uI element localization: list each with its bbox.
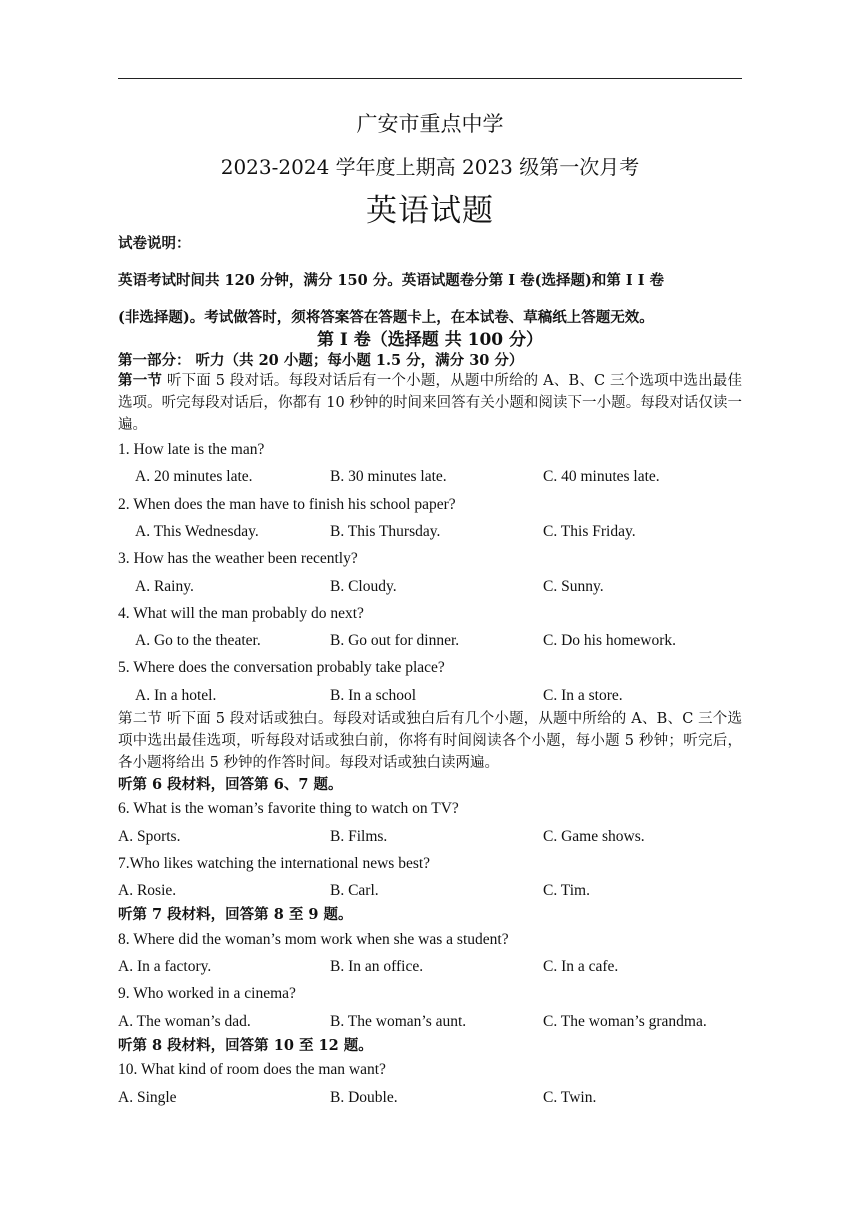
option-c: C. Sunny. — [543, 578, 604, 595]
option-a: A. Rosie. — [118, 882, 177, 899]
instructions-line-2: (非选择题)。考试做答时，须将答案答在答题卡上，在本试卷、草稿纸上答题无效。 — [118, 309, 654, 326]
options-8 — [0, 958, 860, 978]
option-a: A. 20 minutes late. — [135, 468, 253, 485]
instructions-line-1: 英语考试时间共 120 分钟，满分 150 分。英语试题卷分第 I 卷(选择题)和第 I I 卷 — [118, 272, 665, 289]
school-name: 广安市重点中学 — [356, 112, 504, 136]
options-3 — [0, 578, 860, 598]
options-9 — [0, 1013, 860, 1033]
option-b: B. Carl. — [330, 882, 379, 899]
option-c: C. 40 minutes late. — [543, 468, 660, 485]
option-a: A. Single — [118, 1089, 177, 1106]
options-5 — [0, 687, 860, 707]
option-c: C. The woman’s grandma. — [543, 1013, 707, 1030]
options-10 — [0, 1089, 860, 1109]
option-b: B. Double. — [330, 1089, 398, 1106]
question-7: 7.Who likes watching the international news best? — [118, 855, 431, 872]
option-b: B. Cloudy. — [330, 578, 397, 595]
option-a: A. Go to the theater. — [135, 632, 261, 649]
part-1-title: 第一部分： 听力（共 20 小题；每小题 1.5 分，满分 30 分） — [118, 352, 524, 369]
question-10: 10. What kind of room does the man want? — [118, 1061, 386, 1078]
material-7-heading: 听第 7 段材料，回答第 8 至 9 题。 — [118, 906, 353, 923]
option-a: A. In a factory. — [118, 958, 212, 975]
section-1-instructions — [118, 370, 742, 436]
option-a: A. The woman’s dad. — [118, 1013, 251, 1030]
option-c: C. In a cafe. — [543, 958, 619, 975]
volume-1-title: 第 I 卷（选择题 共 100 分） — [316, 330, 544, 350]
subject-title: 英语试题 — [366, 193, 494, 229]
section-1-text: 听下面 5 段对话。每段对话后有一个小题，从题中所给的 A、B、C 三个选项中选出最佳选项。听完每段对话后，你都有 10 秒钟的时间来回答有关小题和阅读下一小题。每段对话仅读一遍。 — [118, 373, 743, 433]
option-c: C. This Friday. — [543, 523, 636, 540]
option-c: C. Tim. — [543, 882, 590, 899]
header-rule — [118, 78, 742, 79]
option-a: A. Rainy. — [135, 578, 194, 595]
question-5: 5. Where does the conversation probably take place? — [118, 659, 445, 676]
option-c: C. Twin. — [543, 1089, 597, 1106]
material-6-heading: 听第 6 段材料，回答第 6、7 题。 — [118, 776, 343, 793]
question-4: 4. What will the man probably do next? — [118, 605, 364, 622]
instructions-title: 试卷说明： — [118, 235, 191, 252]
options-4 — [0, 632, 860, 652]
option-c: C. Game shows. — [543, 828, 645, 845]
section-1-label: 第一节 — [118, 372, 163, 389]
option-c: C. Do his homework. — [543, 632, 677, 649]
material-8-heading: 听第 8 段材料，回答第 10 至 12 题。 — [118, 1037, 373, 1054]
question-3: 3. How has the weather been recently? — [118, 550, 358, 567]
question-1: 1. How late is the man? — [118, 441, 265, 458]
options-2 — [0, 523, 860, 543]
option-b: B. Films. — [330, 828, 388, 845]
option-b: B. The woman’s aunt. — [330, 1013, 467, 1030]
options-1 — [0, 468, 860, 488]
question-9: 9. Who worked in a cinema? — [118, 985, 296, 1002]
section-2-instructions: 第二节 听下面 5 段对话或独白。每段对话或独白后有几个小题，从题中所给的 A、B、C 三个选项中选出最佳选项，听每段对话或独白前，你将有时间阅读各个小题，每小题 5 秒钟；听完后，各小题将给出 5 秒钟的作答时间。每段对话或独白读两遍。 — [118, 711, 742, 771]
exam-title: 2023-2024 学年度上期高 2023 级第一次月考 — [220, 155, 640, 179]
options-6 — [0, 828, 860, 848]
option-b: B. This Thursday. — [330, 523, 441, 540]
option-b: B. In an office. — [330, 958, 424, 975]
options-7 — [0, 882, 860, 902]
option-b: B. 30 minutes late. — [330, 468, 447, 485]
option-a: A. Sports. — [118, 828, 181, 845]
option-b: B. Go out for dinner. — [330, 632, 460, 649]
option-b: B. In a school — [330, 687, 417, 704]
option-a: A. In a hotel. — [135, 687, 217, 704]
option-a: A. This Wednesday. — [135, 523, 259, 540]
question-6: 6. What is the woman’s favorite thing to watch on TV? — [118, 800, 459, 817]
question-8: 8. Where did the woman’s mom work when she was a student? — [118, 931, 509, 948]
option-c: C. In a store. — [543, 687, 623, 704]
question-2: 2. When does the man have to finish his school paper? — [118, 496, 456, 513]
